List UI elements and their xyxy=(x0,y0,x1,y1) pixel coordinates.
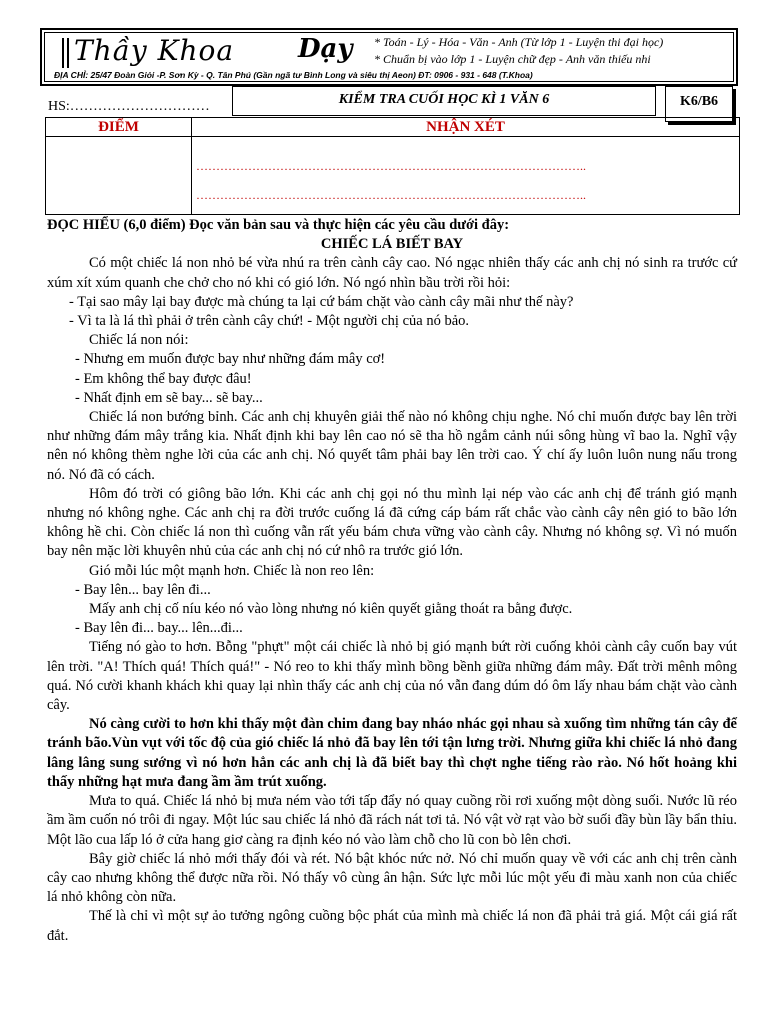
dialogue-line: - Nhất định em sẽ bay... sẽ bay... xyxy=(75,389,263,406)
comment-cell xyxy=(192,137,740,215)
services-list xyxy=(374,34,663,68)
score-table xyxy=(45,117,740,215)
dialogue-line: - Em không thể bay được đâu! xyxy=(75,370,252,387)
reading-instruction: ĐỌC HIỂU (6,0 điểm) Đọc văn bản sau và thực hiện các yêu cầu dưới đây: xyxy=(47,217,510,233)
logo-bars-icon xyxy=(62,38,72,68)
comment-header: NHẬN XÉT xyxy=(192,118,740,137)
logo-text: Thầy Khoa xyxy=(74,34,235,67)
score-header: ĐIỂM xyxy=(46,118,192,137)
dialogue-line: - Bay lên đi... bay... lên...đi... xyxy=(75,620,243,637)
paragraph: Thế là chỉ vì một sự ảo tưởng ngông cuồng bộc phát của mình mà chiếc lá non đã phải trả giá. Một cái giá rất đắt. xyxy=(47,908,737,944)
dialogue-line: - Nhưng em muốn được bay như những đám mây cơ! xyxy=(75,351,386,368)
exam-code: K6/B6 xyxy=(665,86,733,122)
dotted-line: …………………………………………………………………………………….. xyxy=(196,159,586,173)
day-label: Dạy xyxy=(298,34,353,64)
paragraph: Có một chiếc lá non nhỏ bé vừa nhú ra trên cành cây cao. Nó ngạc nhiên thấy các anh chị nó sinh ra trước cứ xúm xít xúm quanh che chở cho nó khi có gió lớn. Nó ngó nhìn bầu trời rồi hỏi: xyxy=(47,255,737,291)
paragraph: Hôm đó trời có giông bão lớn. Khi các anh chị gọi nó thu mình lại nép vào các anh chị để tránh gió mạnh nhưng nó không nghe. Các anh chị ra đời trước cuống lá đã cứng cáp bám rất chắc vào cành cây nên gió to bão lớn không hề chi. Còn chiếc lá non thì cuống vẫn rất yếu bám chưa vững vào cành cây. Nhưng nó không sợ. Vì nó muốn bay nên mặc lời khuyên nhủ của các anh chị nó cứ nhô ra trước gió lớn. xyxy=(47,485,737,560)
reading-section xyxy=(47,216,737,946)
dialogue-line: - Vì ta là lá thì phải ở trên cành cây chứ! - Một người chị của nó bảo. xyxy=(69,313,470,330)
student-name-field: HS:………………………… xyxy=(48,99,210,114)
paragraph: Bây giờ chiếc lá nhỏ mới thấy đói và rét. Nó bật khóc nức nở. Nó chỉ muốn quay về với các anh chị trên cành cây cao nhưng không thể được nữa rồi. Nó thấy vô cùng ân hận. Sức lực mỗi lúc một yếu đi màu xanh non của chiếc lá nhỏ không còn nữa. xyxy=(47,850,737,906)
paragraph: Chiếc lá non bướng bỉnh. Các anh chị khuyên giải thế nào nó không chịu nghe. Nó chỉ muốn được bay lên trời như những đám mây trắng kia. Nhất định khi bay lên cao nó sẽ tha hồ ngắm cảnh núi sông hùng vĩ bao la. Nghĩ vậy nên nó không thèm nghe lời của các anh chị. Nó quyết tâm phải bay lên trời cao. Ý chí ấy luôn luôn nung nấu trong nó. Nó đã có cách. xyxy=(47,409,737,483)
paragraph: Gió mỗi lúc một mạnh hơn. Chiếc là non reo lên: xyxy=(89,562,375,579)
paragraph: Chiếc lá non nói: xyxy=(89,332,189,349)
score-cell xyxy=(46,137,192,215)
dialogue-line: - Tại sao mây lại bay được mà chúng ta lại cứ bám chặt vào cành cây mãi như thế này? xyxy=(69,293,574,310)
paragraph: Mấy anh chị cố níu kéo nó vào lòng nhưng nó kiên quyết giằng thoát ra bằng được. xyxy=(89,601,573,618)
dotted-line: …………………………………………………………………………………….. xyxy=(196,188,586,202)
paragraph: Tiếng nó gào to hơn. Bỗng "phựt" một cái chiếc là nhỏ bị gió mạnh bứt rời cuống khỏi cành cây cuốn bay vút lên trời. "A! Thích quá! Thích quá!" - Nó reo to khi thấy mình bồng bềnh giữa những đám mây. Đất trời mênh mông quá. Nó cười khanh khách khi quay lại nhìn thấy các anh chị của nó vẫn đang dúm dó ôm lấy nhau bám chặt vào cành cây. xyxy=(47,639,737,714)
dialogue-line: - Bay lên... bay lên đi... xyxy=(75,581,211,598)
service-line: * Toán - Lý - Hóa - Văn - Anh (Từ lớp 1 - Luyện thi đại học) xyxy=(374,35,664,49)
paragraph: Mưa to quá. Chiếc lá nhỏ bị mưa ném vào tới tấp đẩy nó quay cuồng rồi rơi xuống một dòng suối. Nước lũ réo ầm ầm cuốn nó trôi đi ngay. Một lúc sau chiếc lá nhỏ đã rách nát tơi tả. Nó vật vờ rạt vào bờ suối đầy bùn lầy bẩn thỉu. Một lão cua lấp ló ở cửa hang giơ càng ra định kéo nó vào làm chỗ cho lũ con bò lên chơi. xyxy=(47,793,737,848)
address-line: ĐỊA CHỈ: 25/47 Đoàn Giỏi -P. Sơn Kỳ - Q. Tân Phú (Gần ngã tư Bình Long và siêu thị Aeon) ĐT: 0906 - 931 - 648 (T.Khoa) xyxy=(54,70,533,80)
paragraph-bold: Nó càng cười to hơn khi thấy một đàn chim đang bay nháo nhác gọi nhau sà xuống tìm những tán cây để tránh bão.Vùn vụt với tốc độ của gió chiếc lá nhỏ đã bay lên tới tận lưng trời. Nhưng giữa khi chiếc lá nhỏ đang lâng lâng sung sướng vì nó hơn hẳn các anh chị là đã biết bay thì chợt nghe tiếng rào rào. Nó hốt hoảng khi thấy những hạt mưa đang ầm ầm trút xuống. xyxy=(47,716,737,790)
story-title: CHIẾC LÁ BIẾT BAY xyxy=(320,236,464,253)
header-banner xyxy=(40,28,738,86)
service-line: * Chuẩn bị vào lớp 1 - Luyện chữ đẹp - Anh văn thiếu nhi xyxy=(374,52,651,66)
exam-title: KIỂM TRA CUỐI HỌC KÌ 1 VĂN 6 xyxy=(232,86,656,116)
